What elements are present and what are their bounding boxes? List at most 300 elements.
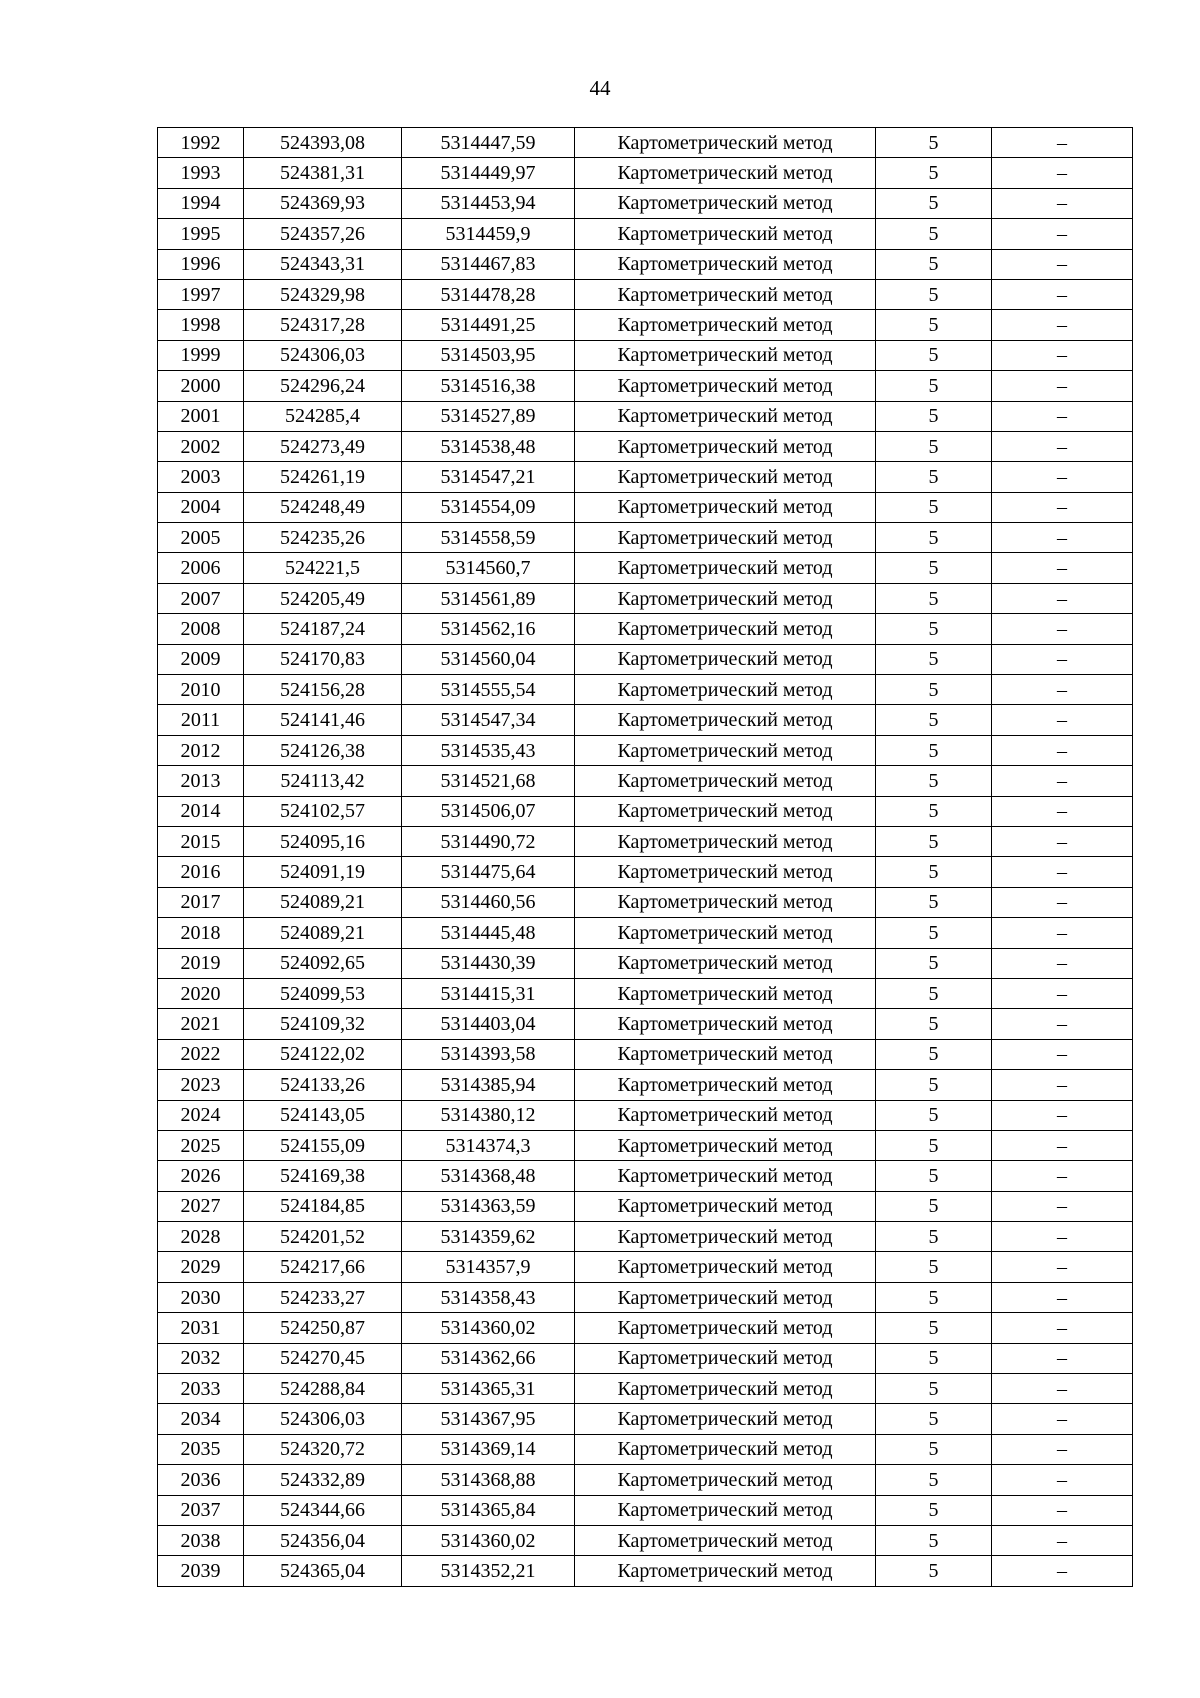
accuracy-cell: 5: [876, 249, 992, 279]
note-cell: –: [992, 219, 1133, 249]
y-coordinate-cell: 5314554,09: [402, 492, 575, 522]
table-body: [158, 128, 1133, 1587]
x-coordinate-cell: 524317,28: [244, 310, 402, 340]
method-cell: Картометрический метод: [575, 1009, 876, 1039]
table-row: [158, 948, 1133, 978]
point-number-cell: 2007: [158, 583, 244, 613]
table-row: [158, 614, 1133, 644]
point-number-cell: 2017: [158, 887, 244, 917]
table-row: [158, 310, 1133, 340]
method-cell: Картометрический метод: [575, 1252, 876, 1282]
point-number-cell: 2016: [158, 857, 244, 887]
point-number-cell: 2015: [158, 826, 244, 856]
note-cell: –: [992, 1343, 1133, 1373]
accuracy-cell: 5: [876, 978, 992, 1008]
x-coordinate-cell: 524143,05: [244, 1100, 402, 1130]
x-coordinate-cell: 524169,38: [244, 1161, 402, 1191]
note-cell: –: [992, 735, 1133, 765]
point-number-cell: 2008: [158, 614, 244, 644]
x-coordinate-cell: 524141,46: [244, 705, 402, 735]
note-cell: –: [992, 1070, 1133, 1100]
x-coordinate-cell: 524156,28: [244, 675, 402, 705]
table-row: [158, 158, 1133, 188]
table-row: [158, 1404, 1133, 1434]
method-cell: Картометрический метод: [575, 583, 876, 613]
y-coordinate-cell: 5314358,43: [402, 1282, 575, 1312]
point-number-cell: 2014: [158, 796, 244, 826]
y-coordinate-cell: 5314491,25: [402, 310, 575, 340]
note-cell: –: [992, 614, 1133, 644]
accuracy-cell: 5: [876, 188, 992, 218]
note-cell: –: [992, 1465, 1133, 1495]
note-cell: –: [992, 1039, 1133, 1069]
accuracy-cell: 5: [876, 675, 992, 705]
accuracy-cell: 5: [876, 614, 992, 644]
y-coordinate-cell: 5314521,68: [402, 766, 575, 796]
method-cell: Картометрический метод: [575, 1070, 876, 1100]
x-coordinate-cell: 524365,04: [244, 1556, 402, 1586]
accuracy-cell: 5: [876, 401, 992, 431]
x-coordinate-cell: 524285,4: [244, 401, 402, 431]
note-cell: –: [992, 887, 1133, 917]
note-cell: –: [992, 1252, 1133, 1282]
accuracy-cell: 5: [876, 1252, 992, 1282]
accuracy-cell: 5: [876, 1556, 992, 1586]
point-number-cell: 1995: [158, 219, 244, 249]
point-number-cell: 2018: [158, 918, 244, 948]
method-cell: Картометрический метод: [575, 1343, 876, 1373]
point-number-cell: 1997: [158, 279, 244, 309]
note-cell: –: [992, 340, 1133, 370]
point-number-cell: 2038: [158, 1525, 244, 1555]
y-coordinate-cell: 5314374,3: [402, 1130, 575, 1160]
table-row: [158, 1100, 1133, 1130]
method-cell: Картометрический метод: [575, 826, 876, 856]
x-coordinate-cell: 524113,42: [244, 766, 402, 796]
point-number-cell: 2026: [158, 1161, 244, 1191]
note-cell: –: [992, 857, 1133, 887]
method-cell: Картометрический метод: [575, 371, 876, 401]
note-cell: –: [992, 1130, 1133, 1160]
table-row: [158, 1525, 1133, 1555]
note-cell: –: [992, 583, 1133, 613]
point-number-cell: 2004: [158, 492, 244, 522]
y-coordinate-cell: 5314385,94: [402, 1070, 575, 1100]
accuracy-cell: 5: [876, 1313, 992, 1343]
point-number-cell: 2025: [158, 1130, 244, 1160]
x-coordinate-cell: 524091,19: [244, 857, 402, 887]
x-coordinate-cell: 524187,24: [244, 614, 402, 644]
y-coordinate-cell: 5314558,59: [402, 523, 575, 553]
table-row: [158, 766, 1133, 796]
table-row: [158, 462, 1133, 492]
y-coordinate-cell: 5314367,95: [402, 1404, 575, 1434]
table-row: [158, 918, 1133, 948]
x-coordinate-cell: 524288,84: [244, 1374, 402, 1404]
accuracy-cell: 5: [876, 1404, 992, 1434]
method-cell: Картометрический метод: [575, 1556, 876, 1586]
point-number-cell: 1996: [158, 249, 244, 279]
x-coordinate-cell: 524306,03: [244, 1404, 402, 1434]
method-cell: Картометрический метод: [575, 796, 876, 826]
method-cell: Картометрический метод: [575, 310, 876, 340]
point-number-cell: 2031: [158, 1313, 244, 1343]
y-coordinate-cell: 5314562,16: [402, 614, 575, 644]
y-coordinate-cell: 5314467,83: [402, 249, 575, 279]
table-row: [158, 249, 1133, 279]
y-coordinate-cell: 5314560,7: [402, 553, 575, 583]
y-coordinate-cell: 5314555,54: [402, 675, 575, 705]
accuracy-cell: 5: [876, 158, 992, 188]
table-row: [158, 705, 1133, 735]
method-cell: Картометрический метод: [575, 1100, 876, 1130]
table-row: [158, 279, 1133, 309]
x-coordinate-cell: 524089,21: [244, 887, 402, 917]
point-number-cell: 2037: [158, 1495, 244, 1525]
accuracy-cell: 5: [876, 1434, 992, 1464]
note-cell: –: [992, 188, 1133, 218]
x-coordinate-cell: 524329,98: [244, 279, 402, 309]
accuracy-cell: 5: [876, 1495, 992, 1525]
method-cell: Картометрический метод: [575, 1313, 876, 1343]
y-coordinate-cell: 5314415,31: [402, 978, 575, 1008]
point-number-cell: 2023: [158, 1070, 244, 1100]
point-number-cell: 1998: [158, 310, 244, 340]
x-coordinate-cell: 524248,49: [244, 492, 402, 522]
table-row: [158, 1252, 1133, 1282]
note-cell: –: [992, 1434, 1133, 1464]
accuracy-cell: 5: [876, 826, 992, 856]
note-cell: –: [992, 1161, 1133, 1191]
table-row: [158, 1434, 1133, 1464]
x-coordinate-cell: 524357,26: [244, 219, 402, 249]
y-coordinate-cell: 5314535,43: [402, 735, 575, 765]
note-cell: –: [992, 978, 1133, 1008]
y-coordinate-cell: 5314380,12: [402, 1100, 575, 1130]
table-row: [158, 1222, 1133, 1252]
method-cell: Картометрический метод: [575, 766, 876, 796]
accuracy-cell: 5: [876, 371, 992, 401]
table-row: [158, 219, 1133, 249]
note-cell: –: [992, 948, 1133, 978]
accuracy-cell: 5: [876, 219, 992, 249]
method-cell: Картометрический метод: [575, 1434, 876, 1464]
method-cell: Картометрический метод: [575, 918, 876, 948]
accuracy-cell: 5: [876, 857, 992, 887]
point-number-cell: 2010: [158, 675, 244, 705]
x-coordinate-cell: 524126,38: [244, 735, 402, 765]
note-cell: –: [992, 1100, 1133, 1130]
method-cell: Картометрический метод: [575, 1222, 876, 1252]
note-cell: –: [992, 1374, 1133, 1404]
table-row: [158, 340, 1133, 370]
y-coordinate-cell: 5314393,58: [402, 1039, 575, 1069]
y-coordinate-cell: 5314503,95: [402, 340, 575, 370]
table-row: [158, 583, 1133, 613]
point-number-cell: 2009: [158, 644, 244, 674]
table-row: [158, 401, 1133, 431]
accuracy-cell: 5: [876, 1039, 992, 1069]
x-coordinate-cell: 524344,66: [244, 1495, 402, 1525]
method-cell: Картометрический метод: [575, 340, 876, 370]
y-coordinate-cell: 5314478,28: [402, 279, 575, 309]
method-cell: Картометрический метод: [575, 948, 876, 978]
table-row: [158, 857, 1133, 887]
table-row: [158, 1039, 1133, 1069]
table-row: [158, 1130, 1133, 1160]
y-coordinate-cell: 5314365,31: [402, 1374, 575, 1404]
point-number-cell: 2001: [158, 401, 244, 431]
y-coordinate-cell: 5314547,21: [402, 462, 575, 492]
method-cell: Картометрический метод: [575, 705, 876, 735]
accuracy-cell: 5: [876, 1222, 992, 1252]
note-cell: –: [992, 675, 1133, 705]
accuracy-cell: 5: [876, 766, 992, 796]
y-coordinate-cell: 5314360,02: [402, 1525, 575, 1555]
point-number-cell: 2020: [158, 978, 244, 1008]
method-cell: Картометрический метод: [575, 188, 876, 218]
table-row: [158, 523, 1133, 553]
method-cell: Картометрический метод: [575, 158, 876, 188]
table-row: [158, 1556, 1133, 1586]
x-coordinate-cell: 524381,31: [244, 158, 402, 188]
method-cell: Картометрический метод: [575, 1191, 876, 1221]
method-cell: Картометрический метод: [575, 492, 876, 522]
x-coordinate-cell: 524306,03: [244, 340, 402, 370]
method-cell: Картометрический метод: [575, 1039, 876, 1069]
table-row: [158, 1343, 1133, 1373]
point-number-cell: 2006: [158, 553, 244, 583]
x-coordinate-cell: 524099,53: [244, 978, 402, 1008]
x-coordinate-cell: 524089,21: [244, 918, 402, 948]
table-row: [158, 1191, 1133, 1221]
x-coordinate-cell: 524170,83: [244, 644, 402, 674]
x-coordinate-cell: 524133,26: [244, 1070, 402, 1100]
accuracy-cell: 5: [876, 553, 992, 583]
x-coordinate-cell: 524095,16: [244, 826, 402, 856]
accuracy-cell: 5: [876, 948, 992, 978]
note-cell: –: [992, 462, 1133, 492]
table-row: [158, 1495, 1133, 1525]
y-coordinate-cell: 5314490,72: [402, 826, 575, 856]
point-number-cell: 1992: [158, 128, 244, 158]
x-coordinate-cell: 524320,72: [244, 1434, 402, 1464]
table-row: [158, 675, 1133, 705]
x-coordinate-cell: 524217,66: [244, 1252, 402, 1282]
note-cell: –: [992, 644, 1133, 674]
point-number-cell: 2029: [158, 1252, 244, 1282]
accuracy-cell: 5: [876, 1070, 992, 1100]
point-number-cell: 2028: [158, 1222, 244, 1252]
accuracy-cell: 5: [876, 1130, 992, 1160]
table-row: [158, 1161, 1133, 1191]
y-coordinate-cell: 5314447,59: [402, 128, 575, 158]
table-row: [158, 492, 1133, 522]
x-coordinate-cell: 524201,52: [244, 1222, 402, 1252]
point-number-cell: 2034: [158, 1404, 244, 1434]
point-number-cell: 2035: [158, 1434, 244, 1464]
coordinates-table: [157, 127, 1133, 1587]
method-cell: Картометрический метод: [575, 1495, 876, 1525]
y-coordinate-cell: 5314560,04: [402, 644, 575, 674]
note-cell: –: [992, 553, 1133, 583]
note-cell: –: [992, 492, 1133, 522]
table-row: [158, 735, 1133, 765]
x-coordinate-cell: 524343,31: [244, 249, 402, 279]
x-coordinate-cell: 524102,57: [244, 796, 402, 826]
y-coordinate-cell: 5314369,14: [402, 1434, 575, 1464]
point-number-cell: 2021: [158, 1009, 244, 1039]
note-cell: –: [992, 1009, 1133, 1039]
note-cell: –: [992, 431, 1133, 461]
note-cell: –: [992, 918, 1133, 948]
x-coordinate-cell: 524261,19: [244, 462, 402, 492]
y-coordinate-cell: 5314506,07: [402, 796, 575, 826]
note-cell: –: [992, 279, 1133, 309]
point-number-cell: 2005: [158, 523, 244, 553]
table-row: [158, 1465, 1133, 1495]
method-cell: Картометрический метод: [575, 128, 876, 158]
method-cell: Картометрический метод: [575, 1465, 876, 1495]
point-number-cell: 2002: [158, 431, 244, 461]
table-row: [158, 1282, 1133, 1312]
y-coordinate-cell: 5314362,66: [402, 1343, 575, 1373]
x-coordinate-cell: 524273,49: [244, 431, 402, 461]
x-coordinate-cell: 524184,85: [244, 1191, 402, 1221]
method-cell: Картометрический метод: [575, 978, 876, 1008]
method-cell: Картометрический метод: [575, 553, 876, 583]
point-number-cell: 2011: [158, 705, 244, 735]
method-cell: Картометрический метод: [575, 887, 876, 917]
note-cell: –: [992, 766, 1133, 796]
note-cell: –: [992, 826, 1133, 856]
point-number-cell: 1993: [158, 158, 244, 188]
note-cell: –: [992, 1525, 1133, 1555]
x-coordinate-cell: 524296,24: [244, 371, 402, 401]
accuracy-cell: 5: [876, 735, 992, 765]
y-coordinate-cell: 5314430,39: [402, 948, 575, 978]
y-coordinate-cell: 5314538,48: [402, 431, 575, 461]
accuracy-cell: 5: [876, 1465, 992, 1495]
method-cell: Картометрический метод: [575, 644, 876, 674]
point-number-cell: 2039: [158, 1556, 244, 1586]
note-cell: –: [992, 1556, 1133, 1586]
table-row: [158, 371, 1133, 401]
x-coordinate-cell: 524221,5: [244, 553, 402, 583]
note-cell: –: [992, 371, 1133, 401]
table-row: [158, 1374, 1133, 1404]
accuracy-cell: 5: [876, 1282, 992, 1312]
x-coordinate-cell: 524205,49: [244, 583, 402, 613]
method-cell: Картометрический метод: [575, 219, 876, 249]
table-row: [158, 796, 1133, 826]
accuracy-cell: 5: [876, 279, 992, 309]
y-coordinate-cell: 5314516,38: [402, 371, 575, 401]
method-cell: Картометрический метод: [575, 857, 876, 887]
accuracy-cell: 5: [876, 705, 992, 735]
point-number-cell: 2003: [158, 462, 244, 492]
point-number-cell: 1999: [158, 340, 244, 370]
note-cell: –: [992, 1313, 1133, 1343]
point-number-cell: 2012: [158, 735, 244, 765]
method-cell: Картометрический метод: [575, 431, 876, 461]
method-cell: Картометрический метод: [575, 675, 876, 705]
y-coordinate-cell: 5314561,89: [402, 583, 575, 613]
point-number-cell: 2013: [158, 766, 244, 796]
y-coordinate-cell: 5314360,02: [402, 1313, 575, 1343]
point-number-cell: 2033: [158, 1374, 244, 1404]
accuracy-cell: 5: [876, 128, 992, 158]
method-cell: Картометрический метод: [575, 462, 876, 492]
accuracy-cell: 5: [876, 887, 992, 917]
table-row: [158, 1009, 1133, 1039]
y-coordinate-cell: 5314445,48: [402, 918, 575, 948]
accuracy-cell: 5: [876, 462, 992, 492]
note-cell: –: [992, 401, 1133, 431]
page-number: 44: [589, 76, 611, 100]
y-coordinate-cell: 5314449,97: [402, 158, 575, 188]
y-coordinate-cell: 5314368,48: [402, 1161, 575, 1191]
point-number-cell: 2022: [158, 1039, 244, 1069]
y-coordinate-cell: 5314368,88: [402, 1465, 575, 1495]
method-cell: Картометрический метод: [575, 249, 876, 279]
note-cell: –: [992, 158, 1133, 188]
y-coordinate-cell: 5314459,9: [402, 219, 575, 249]
method-cell: Картометрический метод: [575, 401, 876, 431]
accuracy-cell: 5: [876, 583, 992, 613]
method-cell: Картометрический метод: [575, 1374, 876, 1404]
y-coordinate-cell: 5314403,04: [402, 1009, 575, 1039]
accuracy-cell: 5: [876, 310, 992, 340]
y-coordinate-cell: 5314453,94: [402, 188, 575, 218]
y-coordinate-cell: 5314365,84: [402, 1495, 575, 1525]
method-cell: Картометрический метод: [575, 1282, 876, 1312]
x-coordinate-cell: 524393,08: [244, 128, 402, 158]
method-cell: Картометрический метод: [575, 1161, 876, 1191]
accuracy-cell: 5: [876, 796, 992, 826]
x-coordinate-cell: 524235,26: [244, 523, 402, 553]
y-coordinate-cell: 5314547,34: [402, 705, 575, 735]
y-coordinate-cell: 5314363,59: [402, 1191, 575, 1221]
note-cell: –: [992, 1495, 1133, 1525]
table-row: [158, 128, 1133, 158]
note-cell: –: [992, 523, 1133, 553]
method-cell: Картометрический метод: [575, 1404, 876, 1434]
method-cell: Картометрический метод: [575, 735, 876, 765]
method-cell: Картометрический метод: [575, 1130, 876, 1160]
note-cell: –: [992, 1222, 1133, 1252]
accuracy-cell: 5: [876, 492, 992, 522]
table-row: [158, 826, 1133, 856]
note-cell: –: [992, 705, 1133, 735]
note-cell: –: [992, 1404, 1133, 1434]
method-cell: Картометрический метод: [575, 614, 876, 644]
table-row: [158, 431, 1133, 461]
note-cell: –: [992, 1282, 1133, 1312]
x-coordinate-cell: 524369,93: [244, 188, 402, 218]
table-row: [158, 644, 1133, 674]
y-coordinate-cell: 5314352,21: [402, 1556, 575, 1586]
method-cell: Картометрический метод: [575, 1525, 876, 1555]
y-coordinate-cell: 5314527,89: [402, 401, 575, 431]
accuracy-cell: 5: [876, 340, 992, 370]
point-number-cell: 2000: [158, 371, 244, 401]
table-row: [158, 188, 1133, 218]
x-coordinate-cell: 524270,45: [244, 1343, 402, 1373]
point-number-cell: 2024: [158, 1100, 244, 1130]
x-coordinate-cell: 524250,87: [244, 1313, 402, 1343]
accuracy-cell: 5: [876, 1343, 992, 1373]
